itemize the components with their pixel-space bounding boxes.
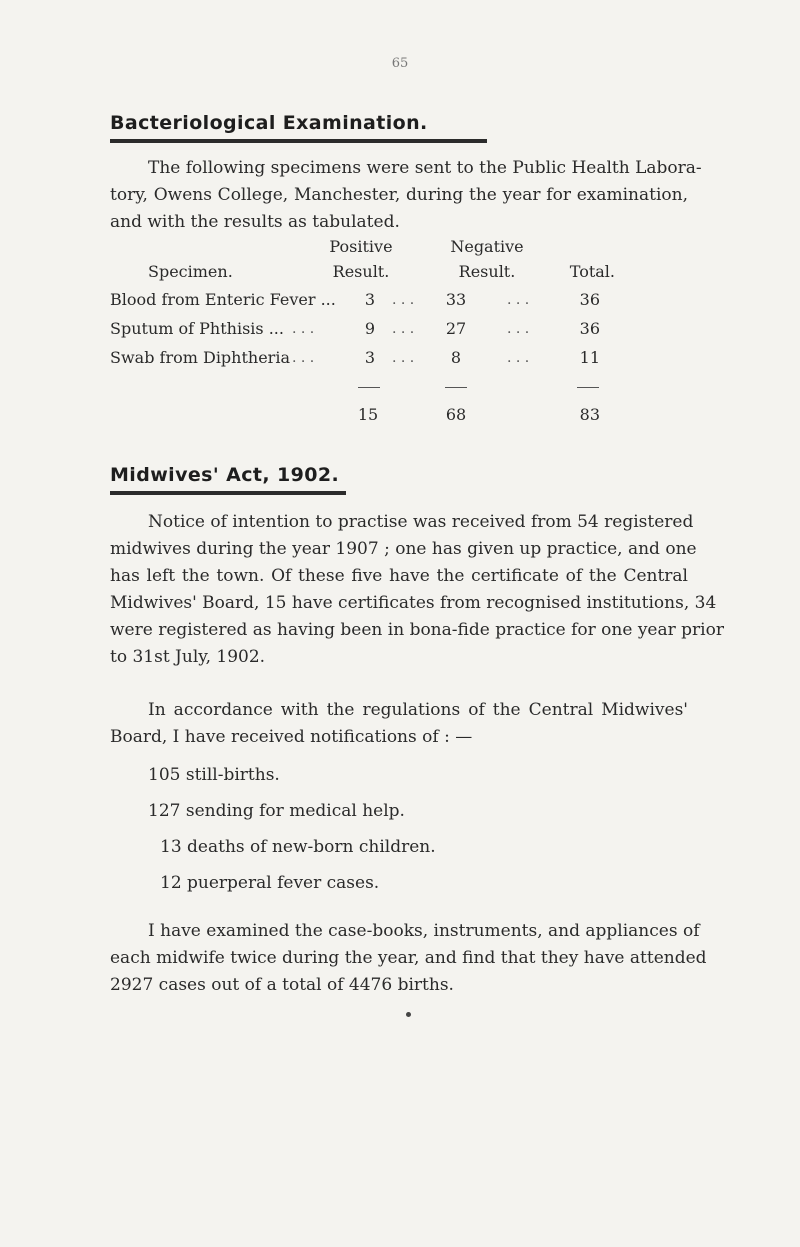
section-heading-bacteriological: Bacteriological Examination. (110, 112, 428, 134)
intro-line: and with the results as tabulated. (110, 212, 400, 232)
paragraph-line: has left the town. Of these five have the certificate of the Central (110, 566, 688, 586)
header-negative-bottom: Result. (458, 262, 516, 281)
header-positive-bottom: Result. (332, 262, 390, 281)
leader-dots: . . . (392, 350, 415, 366)
leader-dots: . . . (507, 350, 530, 366)
paragraph-line: each midwife twice during the year, and find that they have attended (110, 948, 707, 968)
notification-item: 105 still-births. (148, 765, 280, 785)
row-positive: 9 (364, 319, 376, 338)
leader-dots: . . . (507, 321, 530, 337)
page-number: 65 (391, 56, 409, 71)
header-negative-top: Negative (450, 237, 524, 256)
paragraph-line: to 31st July, 1902. (110, 647, 266, 667)
leader-dots: . . . (292, 350, 315, 366)
header-specimen: Specimen. (148, 262, 233, 281)
paragraph-line: Midwives' Board, 15 have certificates from recognised institutions, 34 (110, 593, 717, 613)
sum-dash (358, 387, 380, 388)
results-table (0, 0, 800, 424)
total-total: 83 (579, 405, 600, 424)
paragraph-line: Notice of intention to practise was received from 54 registered (148, 512, 694, 532)
row-positive: 3 (364, 348, 376, 367)
midwives-paragraph-3 (110, 918, 707, 999)
sum-dash (577, 387, 599, 388)
row-specimen: Swab from Diphtheria (110, 348, 290, 367)
section-heading-midwives: Midwives' Act, 1902. (110, 464, 340, 486)
header-total: Total. (569, 262, 615, 281)
paragraph-line: 2927 cases out of a total of 4476 births. (110, 975, 454, 995)
header-positive-top: Positive (329, 237, 393, 256)
notification-item: 13 deaths of new-born children. (160, 837, 436, 857)
midwives-paragraph-2 (110, 697, 688, 751)
row-negative: 33 (445, 290, 467, 309)
total-positive: 15 (357, 405, 379, 424)
heading-rule (110, 491, 346, 495)
ink-speck (406, 1012, 411, 1017)
paragraph-line: In accordance with the regulations of the Central Midwives' (148, 700, 688, 720)
notification-item: 12 puerperal fever cases. (160, 873, 380, 893)
paragraph-line: Board, I have received notifications of : — (110, 727, 473, 747)
sum-dash (445, 387, 467, 388)
row-specimen: Blood from Enteric Fever ... (110, 290, 336, 309)
paragraph-line: were registered as having been in bona-fide practice for one year prior (110, 620, 724, 640)
paragraph-line: midwives during the year 1907 ; one has given up practice, and one (110, 539, 697, 559)
row-specimen: Sputum of Phthisis ... (110, 319, 284, 338)
leader-dots: . . . (392, 292, 415, 308)
row-total: 11 (579, 348, 600, 367)
row-positive: 3 (364, 290, 376, 309)
row-total: 36 (579, 290, 600, 309)
row-total: 36 (579, 319, 600, 338)
paragraph-line: I have examined the case-books, instruments, and appliances of (148, 921, 700, 941)
leader-dots: . . . (507, 292, 530, 308)
intro-line: The following specimens were sent to the Public Health Labora- (148, 158, 702, 178)
intro-line: tory, Owens College, Manchester, during the year for examination, (110, 185, 688, 205)
leader-dots: . . . (292, 321, 315, 337)
total-negative: 68 (445, 405, 467, 424)
leader-dots: . . . (392, 321, 415, 337)
midwives-paragraph-1 (110, 509, 724, 671)
row-negative: 8 (450, 348, 462, 367)
notification-item: 127 sending for medical help. (148, 801, 405, 821)
row-negative: 27 (445, 319, 467, 338)
